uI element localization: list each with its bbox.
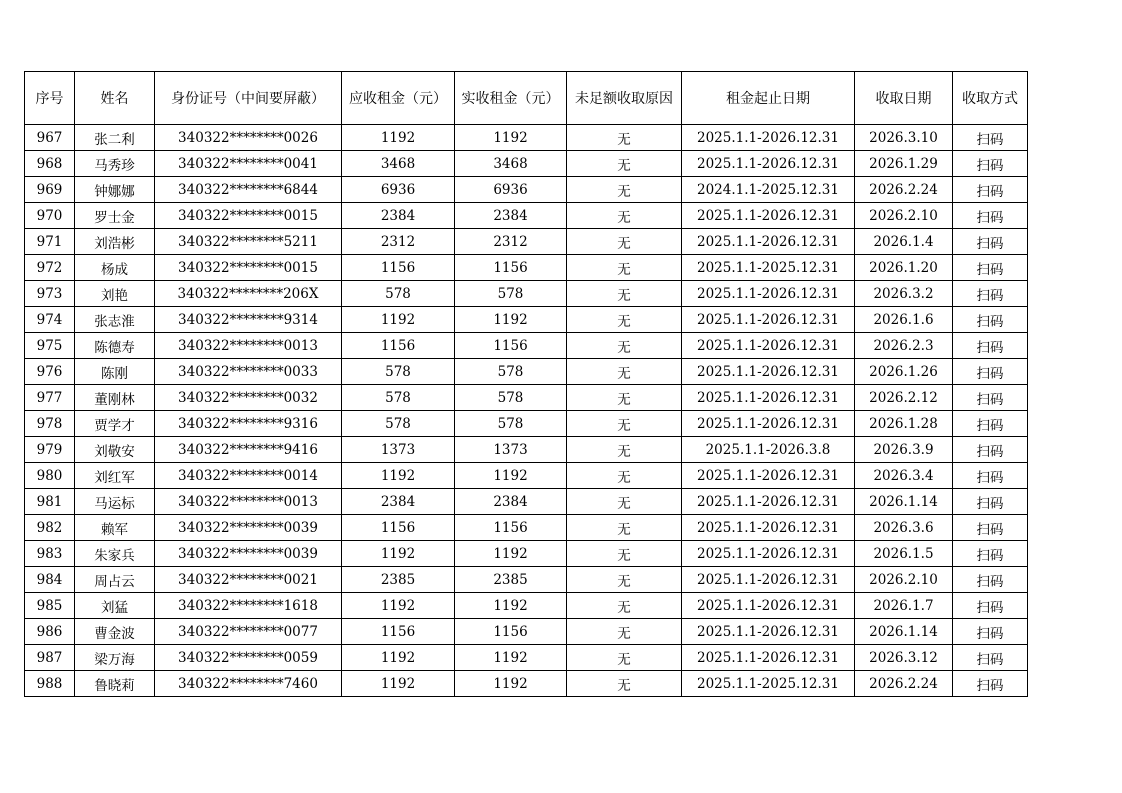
shortfall-reason-cell: 无 [567, 307, 682, 333]
header-rent-period: 租金起止日期 [682, 72, 855, 125]
shortfall-reason-cell: 无 [567, 515, 682, 541]
rent-received-cell: 2384 [455, 203, 567, 229]
payment-method-cell: 扫码 [953, 437, 1028, 463]
payment-method-cell: 扫码 [953, 645, 1028, 671]
rent-received-cell: 578 [455, 281, 567, 307]
id-number-cell: 340322********0013 [155, 333, 342, 359]
header-rent-received: 实收租金（元） [455, 72, 567, 125]
rent-received-cell: 2384 [455, 489, 567, 515]
collection-date-cell: 2026.3.6 [855, 515, 953, 541]
id-number-cell: 340322********0026 [155, 125, 342, 151]
id-number-cell: 340322********5211 [155, 229, 342, 255]
id-number-cell: 340322********0032 [155, 385, 342, 411]
rent-received-cell: 578 [455, 411, 567, 437]
table-row [25, 489, 1028, 515]
rent-due-cell: 3468 [342, 151, 455, 177]
rent-period-cell: 2025.1.1-2026.12.31 [682, 541, 855, 567]
shortfall-reason-cell: 无 [567, 463, 682, 489]
serial-number-cell: 974 [25, 307, 75, 333]
collection-date-cell: 2026.1.20 [855, 255, 953, 281]
rent-received-cell: 1192 [455, 541, 567, 567]
id-number-cell: 340322********7460 [155, 671, 342, 697]
name-cell: 马秀珍 [75, 151, 155, 177]
serial-number-cell: 976 [25, 359, 75, 385]
id-number-cell: 340322********0014 [155, 463, 342, 489]
serial-number-cell: 981 [25, 489, 75, 515]
rent-collection-table [24, 71, 1028, 697]
rent-period-cell: 2025.1.1-2026.12.31 [682, 151, 855, 177]
rent-due-cell: 1156 [342, 255, 455, 281]
collection-date-cell: 2026.3.2 [855, 281, 953, 307]
rent-received-cell: 1156 [455, 619, 567, 645]
header-payment-method: 收取方式 [953, 72, 1028, 125]
rent-due-cell: 6936 [342, 177, 455, 203]
table-body [25, 125, 1028, 697]
shortfall-reason-cell: 无 [567, 411, 682, 437]
rent-period-cell: 2025.1.1-2026.12.31 [682, 307, 855, 333]
id-number-cell: 340322********0039 [155, 541, 342, 567]
rent-received-cell: 1192 [455, 593, 567, 619]
rent-period-cell: 2025.1.1-2026.12.31 [682, 515, 855, 541]
id-number-cell: 340322********9316 [155, 411, 342, 437]
table-row [25, 541, 1028, 567]
table-row [25, 437, 1028, 463]
shortfall-reason-cell: 无 [567, 489, 682, 515]
rent-received-cell: 6936 [455, 177, 567, 203]
rent-received-cell: 1192 [455, 645, 567, 671]
rent-period-cell: 2025.1.1-2026.12.31 [682, 593, 855, 619]
collection-date-cell: 2026.3.9 [855, 437, 953, 463]
collection-date-cell: 2026.2.10 [855, 203, 953, 229]
rent-period-cell: 2025.1.1-2026.12.31 [682, 203, 855, 229]
payment-method-cell: 扫码 [953, 463, 1028, 489]
rent-due-cell: 1156 [342, 515, 455, 541]
serial-number-cell: 970 [25, 203, 75, 229]
serial-number-cell: 987 [25, 645, 75, 671]
rent-received-cell: 1156 [455, 255, 567, 281]
payment-method-cell: 扫码 [953, 619, 1028, 645]
table-row [25, 255, 1028, 281]
collection-date-cell: 2026.3.4 [855, 463, 953, 489]
payment-method-cell: 扫码 [953, 307, 1028, 333]
payment-method-cell: 扫码 [953, 151, 1028, 177]
table-row [25, 645, 1028, 671]
payment-method-cell: 扫码 [953, 671, 1028, 697]
collection-date-cell: 2026.1.4 [855, 229, 953, 255]
table-row [25, 567, 1028, 593]
serial-number-cell: 971 [25, 229, 75, 255]
name-cell: 赖军 [75, 515, 155, 541]
payment-method-cell: 扫码 [953, 541, 1028, 567]
rent-received-cell: 3468 [455, 151, 567, 177]
collection-date-cell: 2026.2.24 [855, 177, 953, 203]
collection-date-cell: 2026.1.14 [855, 489, 953, 515]
shortfall-reason-cell: 无 [567, 281, 682, 307]
header-row [25, 72, 1028, 125]
name-cell: 刘艳 [75, 281, 155, 307]
rent-due-cell: 2384 [342, 203, 455, 229]
name-cell: 刘猛 [75, 593, 155, 619]
name-cell: 刘敬安 [75, 437, 155, 463]
table-row [25, 177, 1028, 203]
id-number-cell: 340322********0013 [155, 489, 342, 515]
rent-due-cell: 2312 [342, 229, 455, 255]
rent-period-cell: 2025.1.1-2026.12.31 [682, 463, 855, 489]
table-row [25, 463, 1028, 489]
table-row [25, 229, 1028, 255]
table-row [25, 307, 1028, 333]
header-id-number: 身份证号（中间要屏蔽） [155, 72, 342, 125]
table-row [25, 333, 1028, 359]
rent-received-cell: 1373 [455, 437, 567, 463]
name-cell: 董刚林 [75, 385, 155, 411]
payment-method-cell: 扫码 [953, 567, 1028, 593]
id-number-cell: 340322********9314 [155, 307, 342, 333]
rent-due-cell: 1192 [342, 463, 455, 489]
rent-period-cell: 2025.1.1-2026.3.8 [682, 437, 855, 463]
rent-received-cell: 1156 [455, 333, 567, 359]
rent-due-cell: 1192 [342, 593, 455, 619]
rent-due-cell: 1192 [342, 671, 455, 697]
rent-received-cell: 1192 [455, 671, 567, 697]
name-cell: 贾学才 [75, 411, 155, 437]
shortfall-reason-cell: 无 [567, 619, 682, 645]
payment-method-cell: 扫码 [953, 125, 1028, 151]
payment-method-cell: 扫码 [953, 333, 1028, 359]
table-row [25, 125, 1028, 151]
rent-period-cell: 2025.1.1-2026.12.31 [682, 333, 855, 359]
serial-number-cell: 978 [25, 411, 75, 437]
name-cell: 张志淮 [75, 307, 155, 333]
rent-due-cell: 1156 [342, 619, 455, 645]
name-cell: 朱家兵 [75, 541, 155, 567]
table-row [25, 151, 1028, 177]
rent-received-cell: 1156 [455, 515, 567, 541]
shortfall-reason-cell: 无 [567, 541, 682, 567]
payment-method-cell: 扫码 [953, 593, 1028, 619]
table-row [25, 593, 1028, 619]
name-cell: 鲁晓莉 [75, 671, 155, 697]
serial-number-cell: 979 [25, 437, 75, 463]
serial-number-cell: 986 [25, 619, 75, 645]
shortfall-reason-cell: 无 [567, 567, 682, 593]
name-cell: 刘浩彬 [75, 229, 155, 255]
name-cell: 陈刚 [75, 359, 155, 385]
id-number-cell: 340322********0015 [155, 203, 342, 229]
table-row [25, 385, 1028, 411]
collection-date-cell: 2026.2.3 [855, 333, 953, 359]
serial-number-cell: 972 [25, 255, 75, 281]
name-cell: 杨成 [75, 255, 155, 281]
table-row [25, 281, 1028, 307]
name-cell: 陈德寿 [75, 333, 155, 359]
header-rent-due: 应收租金（元） [342, 72, 455, 125]
rent-period-cell: 2025.1.1-2026.12.31 [682, 619, 855, 645]
rent-period-cell: 2025.1.1-2026.12.31 [682, 125, 855, 151]
shortfall-reason-cell: 无 [567, 151, 682, 177]
shortfall-reason-cell: 无 [567, 671, 682, 697]
name-cell: 罗士金 [75, 203, 155, 229]
table-row [25, 359, 1028, 385]
header-shortfall-reason: 未足额收取原因 [567, 72, 682, 125]
shortfall-reason-cell: 无 [567, 229, 682, 255]
id-number-cell: 340322********0077 [155, 619, 342, 645]
header-serial-number: 序号 [25, 72, 75, 125]
rent-received-cell: 1192 [455, 125, 567, 151]
rent-due-cell: 578 [342, 281, 455, 307]
rent-period-cell: 2025.1.1-2026.12.31 [682, 567, 855, 593]
rent-received-cell: 2385 [455, 567, 567, 593]
id-number-cell: 340322********1618 [155, 593, 342, 619]
id-number-cell: 340322********206X [155, 281, 342, 307]
serial-number-cell: 980 [25, 463, 75, 489]
rent-due-cell: 578 [342, 385, 455, 411]
collection-date-cell: 2026.2.12 [855, 385, 953, 411]
rent-period-cell: 2025.1.1-2026.12.31 [682, 489, 855, 515]
id-number-cell: 340322********0039 [155, 515, 342, 541]
id-number-cell: 340322********6844 [155, 177, 342, 203]
serial-number-cell: 968 [25, 151, 75, 177]
rent-period-cell: 2025.1.1-2026.12.31 [682, 281, 855, 307]
payment-method-cell: 扫码 [953, 385, 1028, 411]
shortfall-reason-cell: 无 [567, 333, 682, 359]
collection-date-cell: 2026.1.29 [855, 151, 953, 177]
serial-number-cell: 975 [25, 333, 75, 359]
rent-due-cell: 578 [342, 359, 455, 385]
shortfall-reason-cell: 无 [567, 593, 682, 619]
payment-method-cell: 扫码 [953, 359, 1028, 385]
collection-date-cell: 2026.2.10 [855, 567, 953, 593]
rent-due-cell: 1373 [342, 437, 455, 463]
header-name: 姓名 [75, 72, 155, 125]
id-number-cell: 340322********9416 [155, 437, 342, 463]
rent-due-cell: 1192 [342, 541, 455, 567]
shortfall-reason-cell: 无 [567, 125, 682, 151]
shortfall-reason-cell: 无 [567, 177, 682, 203]
table-row [25, 619, 1028, 645]
table-row [25, 671, 1028, 697]
payment-method-cell: 扫码 [953, 177, 1028, 203]
name-cell: 马运标 [75, 489, 155, 515]
collection-date-cell: 2026.1.26 [855, 359, 953, 385]
rent-due-cell: 2385 [342, 567, 455, 593]
name-cell: 张二利 [75, 125, 155, 151]
collection-date-cell: 2026.3.10 [855, 125, 953, 151]
rent-due-cell: 1156 [342, 333, 455, 359]
id-number-cell: 340322********0059 [155, 645, 342, 671]
serial-number-cell: 985 [25, 593, 75, 619]
name-cell: 钟娜娜 [75, 177, 155, 203]
rent-received-cell: 578 [455, 359, 567, 385]
serial-number-cell: 984 [25, 567, 75, 593]
shortfall-reason-cell: 无 [567, 385, 682, 411]
payment-method-cell: 扫码 [953, 229, 1028, 255]
id-number-cell: 340322********0033 [155, 359, 342, 385]
id-number-cell: 340322********0015 [155, 255, 342, 281]
shortfall-reason-cell: 无 [567, 645, 682, 671]
table-row [25, 411, 1028, 437]
serial-number-cell: 967 [25, 125, 75, 151]
collection-date-cell: 2026.1.14 [855, 619, 953, 645]
name-cell: 曹金波 [75, 619, 155, 645]
rent-due-cell: 1192 [342, 125, 455, 151]
rent-due-cell: 578 [342, 411, 455, 437]
rent-due-cell: 1192 [342, 645, 455, 671]
name-cell: 梁万海 [75, 645, 155, 671]
collection-date-cell: 2026.1.6 [855, 307, 953, 333]
payment-method-cell: 扫码 [953, 489, 1028, 515]
rent-due-cell: 1192 [342, 307, 455, 333]
rent-received-cell: 2312 [455, 229, 567, 255]
payment-method-cell: 扫码 [953, 203, 1028, 229]
table-row [25, 515, 1028, 541]
rent-period-cell: 2025.1.1-2026.12.31 [682, 385, 855, 411]
name-cell: 周占云 [75, 567, 155, 593]
id-number-cell: 340322********0041 [155, 151, 342, 177]
payment-method-cell: 扫码 [953, 281, 1028, 307]
serial-number-cell: 982 [25, 515, 75, 541]
name-cell: 刘红军 [75, 463, 155, 489]
payment-method-cell: 扫码 [953, 515, 1028, 541]
collection-date-cell: 2026.1.28 [855, 411, 953, 437]
rent-period-cell: 2025.1.1-2026.12.31 [682, 229, 855, 255]
collection-date-cell: 2026.1.5 [855, 541, 953, 567]
rent-due-cell: 2384 [342, 489, 455, 515]
rent-period-cell: 2025.1.1-2026.12.31 [682, 411, 855, 437]
shortfall-reason-cell: 无 [567, 255, 682, 281]
payment-method-cell: 扫码 [953, 255, 1028, 281]
serial-number-cell: 983 [25, 541, 75, 567]
shortfall-reason-cell: 无 [567, 437, 682, 463]
rent-period-cell: 2025.1.1-2026.12.31 [682, 359, 855, 385]
payment-method-cell: 扫码 [953, 411, 1028, 437]
table-row [25, 203, 1028, 229]
serial-number-cell: 977 [25, 385, 75, 411]
rent-received-cell: 1192 [455, 463, 567, 489]
serial-number-cell: 969 [25, 177, 75, 203]
collection-date-cell: 2026.3.12 [855, 645, 953, 671]
shortfall-reason-cell: 无 [567, 359, 682, 385]
rent-received-cell: 1192 [455, 307, 567, 333]
rent-period-cell: 2025.1.1-2025.12.31 [682, 671, 855, 697]
id-number-cell: 340322********0021 [155, 567, 342, 593]
rent-period-cell: 2025.1.1-2025.12.31 [682, 255, 855, 281]
rent-received-cell: 578 [455, 385, 567, 411]
rent-period-cell: 2025.1.1-2026.12.31 [682, 645, 855, 671]
collection-date-cell: 2026.1.7 [855, 593, 953, 619]
serial-number-cell: 988 [25, 671, 75, 697]
collection-date-cell: 2026.2.24 [855, 671, 953, 697]
shortfall-reason-cell: 无 [567, 203, 682, 229]
serial-number-cell: 973 [25, 281, 75, 307]
rent-period-cell: 2024.1.1-2025.12.31 [682, 177, 855, 203]
header-collection-date: 收取日期 [855, 72, 953, 125]
